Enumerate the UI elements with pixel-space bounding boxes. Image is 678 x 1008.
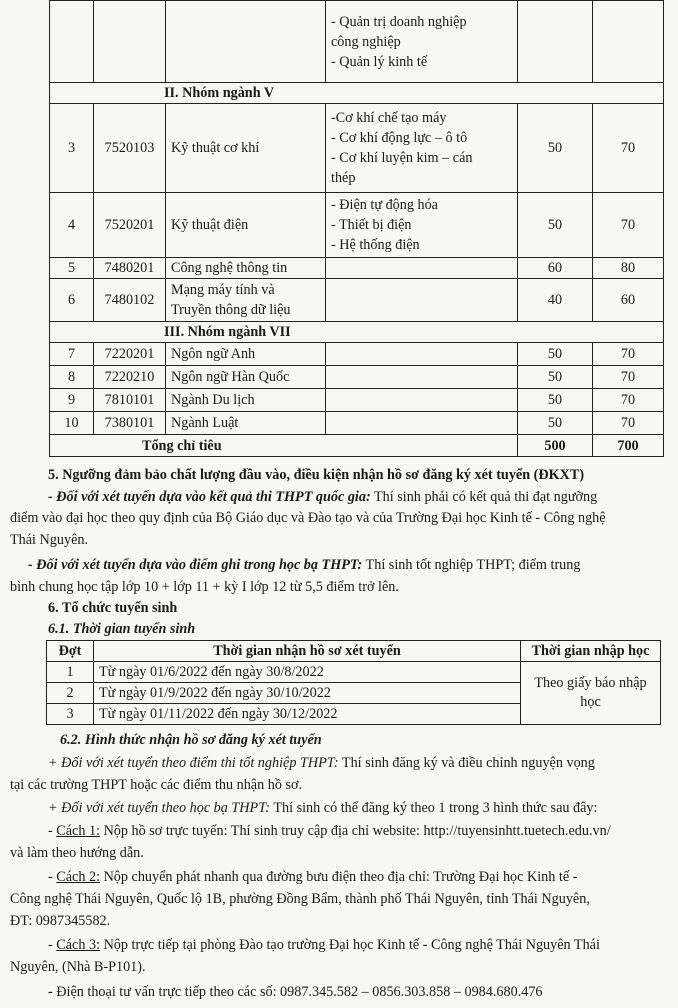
method2-line3: ĐT: 0987345582.: [10, 913, 111, 929]
section5-para2-line1: - Đối với xét tuyển dựa vào điểm ghi trong học bạ THPT: Thí sinh tốt nghiệp THPT; điểm trung: [28, 557, 581, 573]
code-cell: 7220210: [94, 366, 166, 389]
major-name-cell: Công nghệ thông tin: [166, 258, 326, 279]
table-row: [50, 258, 664, 279]
group-row: [50, 83, 664, 104]
code-cell: 7520103: [94, 104, 166, 193]
quota-a-cell: 50: [518, 366, 593, 389]
table-row: [47, 662, 661, 683]
round-cell: 3: [47, 704, 94, 725]
stt-cell: 7: [50, 343, 94, 366]
major-name-cell: Ngôn ngữ Anh: [166, 343, 326, 366]
method1-line2: và làm theo hướng dẫn.: [10, 845, 144, 861]
group-v-heading: II. Nhóm ngành V: [50, 83, 664, 104]
quota-b-cell: 70: [593, 412, 664, 435]
total-b: 700: [593, 435, 664, 457]
quota-a-cell: 50: [518, 343, 593, 366]
header-cell: Thời gian nhận hồ sơ xét tuyển: [94, 641, 521, 662]
stt-cell: 3: [50, 104, 94, 193]
stt-cell: 4: [50, 193, 94, 258]
thpt-line1: + Đối với xét tuyển theo điểm thi tốt nghiệp THPT: Thí sinh đăng ký và điều chỉnh nguyện vọng: [48, 755, 595, 771]
table-row: [50, 1, 664, 83]
stt-cell: 9: [50, 389, 94, 412]
quota-b-cell: 80: [593, 258, 664, 279]
header-cell: Đợt: [47, 641, 94, 662]
method3-line2: Nguyên, (Nhà B-P101).: [10, 959, 146, 975]
quota-b-cell: 70: [593, 343, 664, 366]
thpt-line2: tại các trường THPT hoặc các điểm thu nhận hồ sơ.: [10, 777, 303, 793]
quota-a-cell: 50: [518, 104, 593, 193]
code-cell: 7810101: [94, 389, 166, 412]
section5-para1-line3: Thái Nguyên.: [10, 532, 89, 548]
group-row: [50, 322, 664, 343]
table-row: [50, 412, 664, 435]
stt-cell: 5: [50, 258, 94, 279]
quota-b-cell: 70: [593, 389, 664, 412]
quota-b-cell: 70: [593, 366, 664, 389]
major-name-cell: Kỹ thuật điện: [166, 193, 326, 258]
admission-cell: Theo giấy báo nhập học: [521, 662, 661, 725]
total-row: [50, 435, 664, 457]
method1-line1: - Cách 1: Nộp hồ sơ trực tuyến: Thí sinh truy cập địa chỉ website: http://tuyensinhtt.tuetech.edu.vn/: [48, 823, 611, 839]
quota-a-cell: 40: [518, 279, 593, 322]
code-cell: 7380101: [94, 412, 166, 435]
section5-heading: 5. Ngưỡng đảm bảo chất lượng đầu vào, điều kiện nhận hồ sơ đăng ký xét tuyển (ĐKXT): [48, 467, 585, 483]
code-cell: 7480102: [94, 279, 166, 322]
round-cell: 2: [47, 683, 94, 704]
code-cell: 7220201: [94, 343, 166, 366]
majors-table: [49, 0, 664, 457]
section6-1-heading: 6.1. Thời gian tuyển sinh: [48, 621, 196, 637]
hotline: - Điện thoại tư vấn trực tiếp theo các số: 0987.345.582 – 0856.303.858 – 0984.680.476: [48, 984, 543, 1000]
round-cell: 1: [47, 662, 94, 683]
table-row: [50, 343, 664, 366]
hocba-line: + Đối với xét tuyển theo học bạ THPT: Thí sinh có thể đăng ký theo 1 trong 3 hình thức sau đây:: [48, 800, 598, 816]
total-a: 500: [518, 435, 593, 457]
table-row: [50, 389, 664, 412]
quota-b-cell: 70: [593, 193, 664, 258]
table-row: [50, 104, 664, 193]
quota-a-cell: 50: [518, 389, 593, 412]
method2-line2: Công nghệ Thái Nguyên, Quốc lộ 1B, phường Đồng Bẩm, thành phố Thái Nguyên, tỉnh Thái Nguyên,: [10, 891, 590, 907]
quota-a-cell: 60: [518, 258, 593, 279]
section5-para2-line2: bình chung học tập lớp 10 + lớp 11 + kỳ I lớp 12 từ 5,5 điểm trở lên.: [10, 579, 399, 595]
group-vii-heading: III. Nhóm ngành VII: [50, 322, 664, 343]
quota-a-cell: 50: [518, 412, 593, 435]
section5-para1-line2: điểm vào đại học theo quy định của Bộ Giáo dục và Đào tạo và của Trường Đại học Kinh tế - Công nghệ: [10, 510, 606, 526]
time-cell: Từ ngày 01/11/2022 đến ngày 30/12/2022: [94, 704, 521, 725]
table-row: [50, 193, 664, 258]
code-cell: 7520201: [94, 193, 166, 258]
code-cell: 7480201: [94, 258, 166, 279]
major-name-cell: Kỹ thuật cơ khí: [166, 104, 326, 193]
stt-cell: 10: [50, 412, 94, 435]
table-row: [50, 279, 664, 322]
total-label: Tổng chỉ tiêu: [50, 435, 518, 457]
method2-line1: - Cách 2: Nộp chuyển phát nhanh qua đường bưu điện theo địa chỉ: Trường Đại học Kinh tế -: [48, 869, 578, 885]
section5-para1-line1: - Đối với xét tuyển dựa vào kết quả thi THPT quốc gia: Thí sinh phải có kết quả thi đạt ngưỡng: [48, 489, 598, 505]
major-name-cell: Ngành Du lịch: [166, 389, 326, 412]
table-header-row: [47, 641, 661, 662]
major-name-cell: Ngôn ngữ Hàn Quốc: [166, 366, 326, 389]
quota-a-cell: 50: [518, 193, 593, 258]
time-cell: Từ ngày 01/6/2022 đến ngày 30/8/2022: [94, 662, 521, 683]
table-row: [50, 366, 664, 389]
major-name-cell: Mạng máy tính và Truyền thông dữ liệu: [166, 279, 326, 322]
time-cell: Từ ngày 01/9/2022 đến ngày 30/10/2022: [94, 683, 521, 704]
specializations-cell: [326, 258, 518, 279]
section6-heading: 6. Tổ chức tuyển sinh: [48, 600, 178, 616]
stt-cell: 8: [50, 366, 94, 389]
schedule-table: [46, 640, 661, 725]
stt-cell: 6: [50, 279, 94, 322]
specializations-cell: [326, 279, 518, 322]
quota-b-cell: 70: [593, 104, 664, 193]
method3-line1: - Cách 3: Nộp trực tiếp tại phòng Đào tạo trường Đại học Kinh tế - Công nghệ Thái Nguyên Thái: [48, 937, 600, 953]
major-name-cell: Ngành Luật: [166, 412, 326, 435]
specializations-cell: -Cơ khí chế tạo máy - Cơ khí động lực – ô tô - Cơ khí luyện kim – cán thép: [326, 104, 518, 193]
header-cell: Thời gian nhập học: [521, 641, 661, 662]
quota-b-cell: 60: [593, 279, 664, 322]
section6-2-heading: 6.2. Hình thức nhận hồ sơ đăng ký xét tuyển: [60, 732, 322, 748]
specializations-cell: - Quản trị doanh nghiệp công nghiệp - Quản lý kinh tế: [326, 1, 518, 83]
specializations-cell: - Điện tự động hóa - Thiết bị điện - Hệ thống điện: [326, 193, 518, 258]
